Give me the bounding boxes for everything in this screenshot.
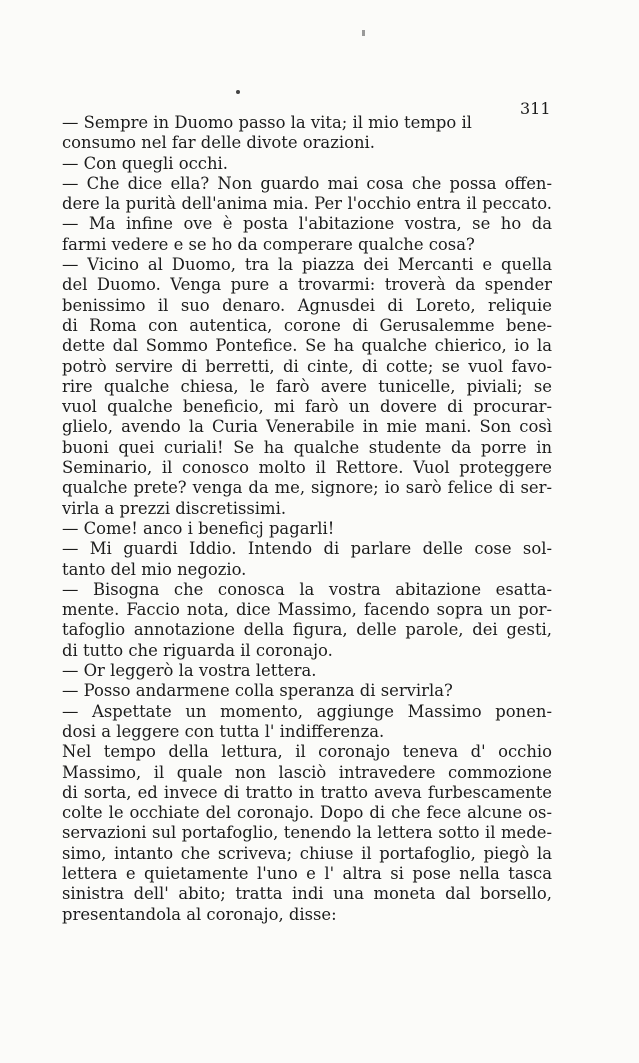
text-line: Massimo, il quale non lasciò intravedere commozione <box>62 762 552 782</box>
text-line: qualche prete? venga da me, signore; io sarò felice di ser- <box>62 478 552 498</box>
text-line: — Con quegli occhi. <box>62 153 228 173</box>
text-line: dosi a leggere con tutta l' indifferenza. <box>62 721 385 741</box>
text-line: servazioni sul portafoglio, tenendo la lettera sotto il mede- <box>62 823 552 843</box>
text-line: tafoglio annotazione della figura, delle parole, dei gesti, <box>62 620 552 640</box>
text-line: — Mi guardi Iddio. Intendo di parlare delle cose sol- <box>62 539 552 559</box>
text-line: — Sempre in Duomo passo la vita; il mio tempo il <box>62 113 472 132</box>
text-line: di Roma con autentica, corone di Gerusalemme bene- <box>62 315 552 335</box>
body-text <box>62 113 552 925</box>
text-line: farmi vedere e se ho da comperare qualche cosa? <box>62 234 475 254</box>
text-line: lettera e quietamente l'uno e l' altra si pose nella tasca <box>62 863 552 883</box>
text-line: di tutto che riguarda il coronajo. <box>62 640 333 660</box>
ink-dot <box>236 90 240 94</box>
page-number: 311 <box>520 99 551 118</box>
text-line: del Duomo. Venga pure a trovarmi: troverà da spender <box>62 275 552 295</box>
text-line: virla a prezzi discretissimi. <box>62 498 287 518</box>
text-line: dette dal Sommo Pontefice. Se ha qualche chierico, io la <box>62 336 552 356</box>
text-line: colte le occhiate del coronajo. Dopo di che fece alcune os- <box>62 803 552 823</box>
paper-mark <box>362 30 365 36</box>
text-line: rire qualche chiesa, le farò avere tunicelle, piviali; se <box>62 376 552 396</box>
text-line: consumo nel far delle divote orazioni. <box>62 133 375 153</box>
text-line: di sorta, ed invece di tratto in tratto aveva furbescamente <box>62 782 552 802</box>
text-line: Nel tempo della lettura, il coronajo teneva d' occhio <box>62 742 552 762</box>
text-line: — Che dice ella? Non guardo mai cosa che possa offen- <box>62 173 552 193</box>
text-line: presentandola al coronajo, disse: <box>62 904 337 924</box>
text-line: tanto del mio negozio. <box>62 559 247 579</box>
text-line: — Ma infine ove è posta l'abitazione vostra, se ho da <box>62 214 552 234</box>
text-line: sinistra dell' abito; tratta indi una moneta dal borsello, <box>62 884 552 904</box>
text-line: dere la purità dell'anima mia. Per l'occhio entra il peccato. <box>62 194 552 214</box>
text-line: benissimo il suo denaro. Agnusdei di Loreto, reliquie <box>62 295 552 315</box>
text-line: glielo, avendo la Curia Venerabile in mie mani. Son così <box>62 417 552 437</box>
text-line: — Posso andarmene colla speranza di servirla? <box>62 681 453 701</box>
text-line: — Bisogna che conosca la vostra abitazione esatta- <box>62 579 552 599</box>
text-line: potrò servire di berretti, di cinte, di cotte; se vuol favo- <box>62 356 552 376</box>
text-line: — Vicino al Duomo, tra la piazza dei Mercanti e quella <box>62 255 552 275</box>
text-line: — Aspettate un momento, aggiunge Massimo ponen- <box>62 701 552 721</box>
text-line: mente. Faccio nota, dice Massimo, facendo sopra un por- <box>62 600 552 620</box>
text-line: buoni quei curiali! Se ha qualche studente da porre in <box>62 437 552 457</box>
text-line: — Or leggerò la vostra lettera. <box>62 661 317 681</box>
text-line: Seminario, il conosco molto il Rettore. Vuol proteggere <box>62 458 552 478</box>
text-line: vuol qualche beneficio, mi farò un dovere di procurar- <box>62 397 552 417</box>
text-line: simo, intanto che scriveva; chiuse il portafoglio, piegò la <box>62 843 552 863</box>
text-line: — Come! anco i beneficj pagarli! <box>62 518 335 538</box>
